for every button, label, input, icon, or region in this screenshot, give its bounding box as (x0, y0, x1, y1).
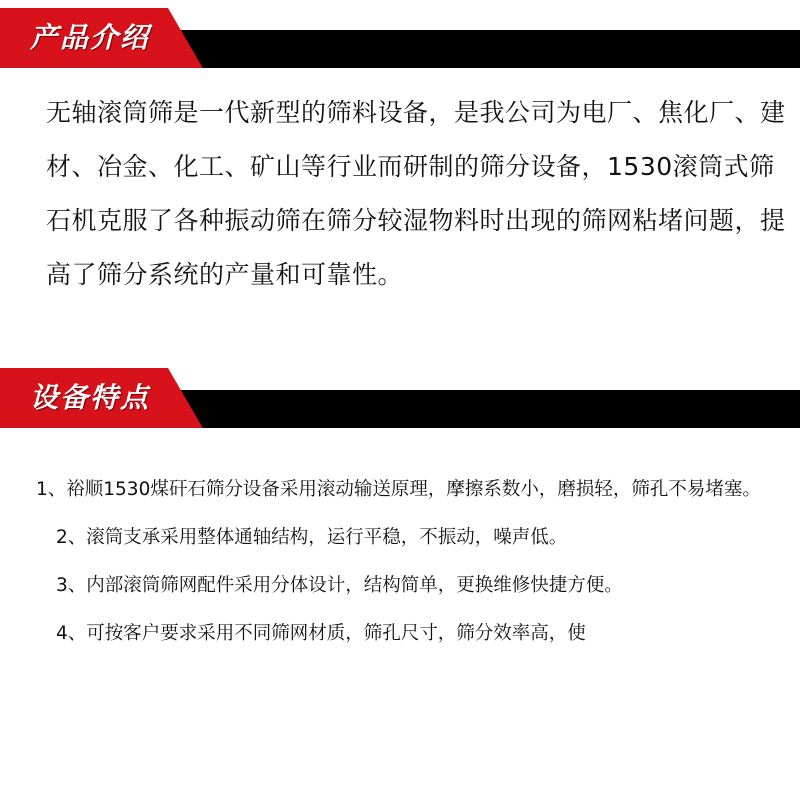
section-header-product-intro (0, 8, 800, 68)
feature-item-1: 1、裕顺1530煤矸石筛分设备采用滚动输送原理，摩擦系数小，磨损轻，筛孔不易堵塞。 (36, 479, 761, 500)
features-list (36, 474, 766, 666)
section-title-features: 设备特点 (30, 381, 151, 414)
intro-paragraph: 无轴滚筒筛是一代新型的筛料设备，是我公司为电厂、焦化厂、建材、冶金、化工、矿山等行业而研制的筛分设备，1530滚筒式筛石机克服了各种振动筛在筛分较湿物料时出现的筛网粘堵问题，提高了筛分系统的产量和可靠性。 (46, 98, 786, 289)
feature-item-2: 2、滚筒支承采用整体通轴结构，运行平稳，不振动，噪声低。 (56, 527, 568, 548)
section-header-features (0, 368, 800, 428)
feature-item-4: 4、可按客户要求采用不同筛网材质，筛孔尺寸，筛分效率高，使 (56, 623, 586, 644)
section-title-product-intro: 产品介绍 (30, 21, 151, 54)
feature-item-3: 3、内部滚筒筛网配件采用分体设计，结构简单，更换维修快捷方便。 (56, 575, 623, 596)
